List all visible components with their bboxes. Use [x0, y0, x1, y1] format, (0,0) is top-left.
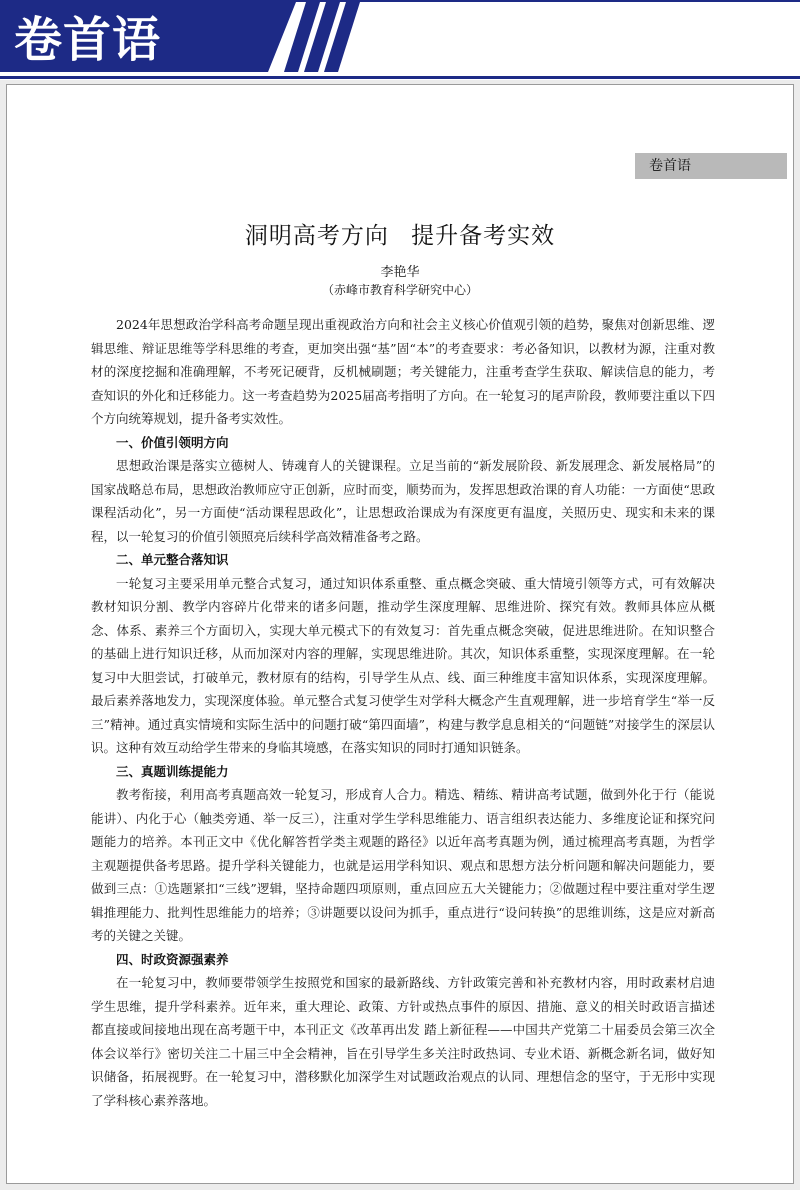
section-tag: 卷首语	[635, 153, 787, 179]
section-paragraph: 教考衔接，利用高考真题高效一轮复习，形成育人合力。精选、精练、精讲高考试题，做到外化于行（能说能讲）、内化于心（触类旁通、举一反三），注重对学生学科思维能力、语言组织表达能力、多维度论证和探究问题能力的培养。本刊正文中《优化解答哲学类主观题的路径》以近年高考真题为例，通过梳理高考真题，为哲学主观题提供备考思路。提升学科关键能力，也就是运用学科知识、观点和思想方法分析问题和解决问题能力，要做到三点：①选题紧扣“三线”逻辑，坚持命题四项原则，重点回应五大关键能力；②做题过程中要注重对学生逻辑推理能力、批判性思维能力的培养；③讲题要以设问为抓手，重点进行“设问转换”的思维训练，这是应对新高考的关键之关键。	[91, 787, 715, 943]
intro-paragraph: 2024年思想政治学科高考命题呈现出重视政治方向和社会主义核心价值观引领的趋势，聚焦对创新思维、逻辑思维、辩证思维等学科思维的考查，更加突出强“基”固“本”的考查要求：考必备知识，以教材为源，注重对教材的深度挖掘和准确理解，不考死记硬背，反机械刷题；考关键能力，注重考查学生获取、解读信息的能力，考查知识的外化和迁移能力。这一考查趋势为2025届高考指明了方向。在一轮复习的尾声阶段，教师要注重以下四个方向统筹规划，提升备考实效性。	[91, 317, 715, 426]
section-heading: 四、时政资源强素养	[116, 951, 229, 967]
article-author: 李艳华	[380, 265, 420, 280]
section-heading: 三、真题训练提能力	[116, 763, 229, 779]
header-banner	[0, 0, 800, 80]
article-page	[6, 84, 794, 1184]
article-body	[91, 313, 715, 1112]
section-paragraph: 一轮复习主要采用单元整合式复习，通过知识体系重整、重点概念突破、重大情境引领等方式，可有效解决教材知识分割、教学内容碎片化带来的诸多问题，推动学生深度理解、思维进阶、探究有效。教师具体应从概念、体系、素养三个方面切入，实现大单元模式下的有效复习：首先重点概念突破，促进思维进阶。在知识整合的基础上进行知识迁移，从而加深对内容的理解，实现思维进阶。其次，知识体系重整，实现深度理解。在一轮复习中大胆尝试，打破单元，教材原有的结构，引导学生从点、线、面三种维度丰富知识体系，实现深度理解。最后素养落地发力，实现深度体验。单元整合式复习使学生对学科大概念产生直观理解，进一步培育学生“举一反三”精神。通过真实情境和实际生活中的问题打破“第四面墙”，构建与教学息息相关的“问题链”对接学生的深层认识。这种有效互动给学生带来的身临其境感，在落实知识的同时打通知识链条。	[91, 575, 715, 755]
article-title: 洞明高考方向 提升备考实效	[244, 223, 556, 249]
section-heading: 一、价值引领明方向	[116, 434, 229, 450]
author-affiliation: （赤峰市教育科学研究中心）	[321, 283, 478, 297]
section-paragraph: 在一轮复习中，教师要带领学生按照党和国家的最新路线、方针政策完善和补充教材内容，用时政素材启迪学生思维，提升学科素养。近年来，重大理论、政策、方针或热点事件的原因、措施、意义的相关时政语言描述都直接或间接地出现在高考题干中，本刊正文《改革再出发 踏上新征程——中国共产党第二十届委员会第三次全体会议举行》密切关注二十届三中全会精神，旨在引导学生多关注时政热词、专业术语、新概念新名词，做好知识储备，拓展视野。在一轮复习中，潜移默化加深学生对试题政治观点的认同、理想信念的坚守，于无形中实现了学科核心素养落地。	[91, 975, 715, 1108]
section-heading: 二、单元整合落知识	[116, 552, 229, 567]
banner-title: 卷首语	[14, 12, 162, 68]
section-paragraph: 思想政治课是落实立德树人、铸魂育人的关键课程。立足当前的“新发展阶段、新发展理念、新发展格局”的国家战略总布局，思想政治教师应守正创新，应时而变，顺势而为，发挥思想政治课的育人功能：一方面使“思政课程活动化”，另一方面使“活动课程思政化”，让思想政治课成为有深度更有温度，关照历史、现实和未来的课程，以一轮复习的价值引领照亮后续科学高效精准备考之路。	[91, 458, 715, 544]
